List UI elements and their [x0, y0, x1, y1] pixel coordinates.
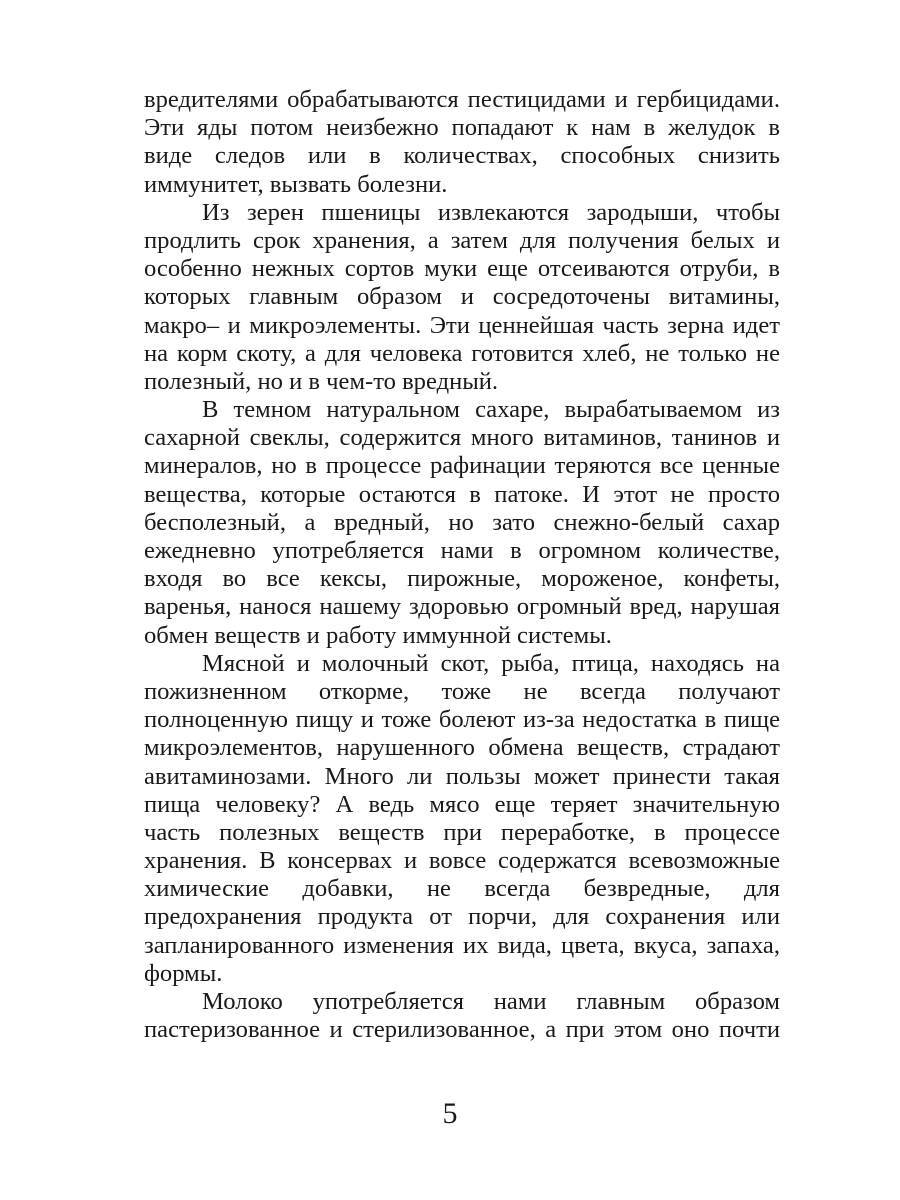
- text-line: полноценную пищу и тоже болеют из-за недостатка в пище: [144, 706, 780, 734]
- text-line: хранения. В консервах и вовсе содержатся всевозможные: [144, 847, 780, 875]
- text-line: химические добавки, не всегда безвредные, для: [144, 875, 780, 903]
- text-line: Молоко употребляется нами главным образом: [202, 988, 780, 1015]
- text-line: входя во все кексы, пирожные, мороженое, конфеты,: [144, 565, 780, 593]
- text-line: пища человеку? А ведь мясо еще теряет значительную: [144, 790, 780, 818]
- page-number: 5: [442, 1097, 458, 1130]
- text-line: пастеризованное и стерилизованное, а при этом оно почти: [144, 1016, 780, 1044]
- text-line: авитаминозами. Много ли пользы может принести такая: [144, 762, 780, 790]
- text-line: Мясной и молочный скот, рыба, птица, находясь на: [202, 649, 780, 677]
- text-line: на корм скоту, а для человека готовится хлеб, не только не: [144, 339, 780, 367]
- text-line: вредителями обрабатываются пестицидами и гербицидами.: [144, 86, 780, 113]
- text-line: В темном натуральном сахаре, вырабатываемом из: [202, 396, 780, 424]
- text-line: формы.: [144, 959, 223, 987]
- paragraph: [144, 396, 780, 650]
- paragraph: [144, 199, 780, 396]
- text-line: полезный, но и в чем-то вредный.: [144, 367, 499, 395]
- text-line: ежедневно употребляется нами в огромном количестве,: [144, 537, 780, 564]
- paragraph: [144, 988, 780, 1044]
- text-line: сахарной свеклы, содержится много витаминов, танинов и: [144, 424, 780, 452]
- text-line: особенно нежных сортов муки еще отсеиваются отруби, в: [144, 255, 780, 283]
- text-line: часть полезных веществ при переработке, в процессе: [144, 818, 780, 846]
- text-line: запланированного изменения их вида, цвета, вкуса, запаха,: [144, 931, 780, 959]
- text-line: микроэлементов, нарушенного обмена веществ, страдают: [144, 734, 780, 762]
- text-line: предохранения продукта от порчи, для сохранения или: [144, 903, 780, 931]
- text-line: виде следов или в количествах, способных снизить: [144, 142, 780, 170]
- text-line: Из зерен пшеницы извлекаются зародыши, чтобы: [202, 198, 780, 226]
- paragraph: [144, 86, 780, 199]
- text-line: Эти яды потом неизбежно попадают к нам в желудок в: [144, 114, 780, 142]
- text-line: варенья, нанося нашему здоровью огромный вред, нарушая: [144, 593, 780, 621]
- text-line: которых главным образом и сосредоточены витамины,: [144, 283, 780, 311]
- text-line: макро– и микроэлементы. Эти ценнейшая часть зерна идет: [144, 311, 780, 339]
- text-line: продлить срок хранения, а затем для получения белых и: [144, 226, 780, 254]
- text-line: бесполезный, а вредный, но зато снежно-белый сахар: [144, 508, 780, 536]
- text-line: минералов, но в процессе рафинации теряются все ценные: [144, 452, 780, 480]
- text-line: обмен веществ и работу иммунной системы.: [144, 621, 612, 649]
- text-line: иммунитет, вызвать болезни.: [144, 170, 448, 198]
- body-text: [144, 86, 780, 1044]
- text-line: вещества, которые остаются в патоке. И этот не просто: [144, 480, 780, 508]
- text-line: пожизненном откорме, тоже не всегда получают: [144, 677, 780, 705]
- paragraph: [144, 650, 780, 988]
